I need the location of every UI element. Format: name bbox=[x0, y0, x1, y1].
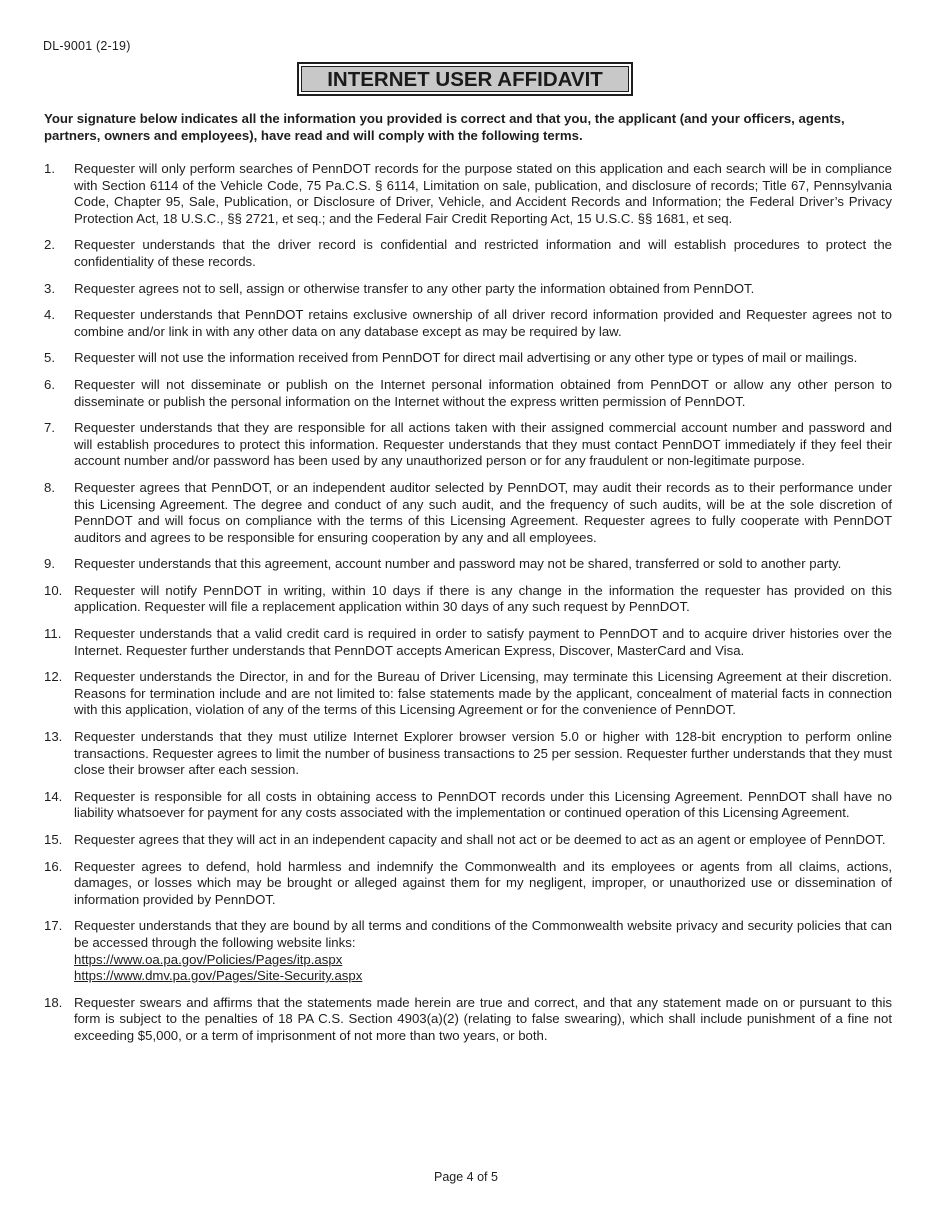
page-title: INTERNET USER AFFIDAVIT bbox=[301, 66, 629, 92]
term-text: Requester will notify PennDOT in writing, within 10 days if there is any change in the information the requester has provided on this application. Requester will file a replacement application within 30 days of any such request by PennDOT. bbox=[74, 582, 892, 615]
form-id: DL-9001 (2-19) bbox=[43, 39, 131, 53]
term-number: 3. bbox=[44, 280, 55, 296]
term-number: 10. bbox=[44, 582, 63, 598]
term-number: 12. bbox=[44, 669, 63, 685]
term-text: Requester understands that they must utilize Internet Explorer browser version 5.0 or higher with 128-bit encryption to perform online transactions. Requester agrees to limit the number of business transactions to 25 per session. Requester further understands that they must close their browser after each session. bbox=[74, 729, 892, 778]
term-item bbox=[40, 556, 916, 573]
term-number: 16. bbox=[44, 858, 63, 874]
term-text: Requester understands that the driver record is confidential and restricted information and will establish procedures to protect the confidentiality of these records. bbox=[74, 237, 892, 269]
term-number: 15. bbox=[44, 832, 63, 847]
term-item bbox=[40, 995, 916, 1045]
privacy-policy-link[interactable]: https://www.oa.pa.gov/Policies/Pages/itp.aspx bbox=[74, 951, 343, 967]
term-item bbox=[40, 626, 916, 659]
term-number: 2. bbox=[44, 237, 55, 253]
term-item bbox=[40, 307, 916, 340]
term-item bbox=[40, 420, 916, 470]
term-number: 1. bbox=[44, 161, 55, 176]
page-number: Page 4 of 5 bbox=[434, 1170, 498, 1184]
intro-statement: Your signature below indicates all the information you provided is correct and that you, the applicant (and your officers, agents, partners, owners and employees), have read and will comply with the following terms. bbox=[44, 111, 845, 143]
title-box bbox=[297, 62, 633, 96]
site-security-link[interactable]: https://www.dmv.pa.gov/Pages/Site-Security.aspx bbox=[74, 968, 363, 984]
term-text: Requester agrees that PennDOT, or an independent auditor selected by PennDOT, may audit their records as to their performance under this Licensing Agreement. The degree and conduct of any such audit, and the frequency of such audits, will be at the sole discretion of PennDOT and will focus on compliance with the terms of this Licensing Agreement. Requester agrees to fully cooperate with PennDOT auditors and agrees to be responsible for ensuring cooperation by any and all employees. bbox=[74, 479, 892, 545]
term-item bbox=[40, 480, 916, 546]
term-text: Requester will only perform searches of PennDOT records for the purpose stated on this application and each search will be in compliance with Section 6114 of the Vehicle Code, 75 Pa.C.S. § 6114, Limitation on sale, publication, and disclosure of records; Title 67, Pennsylvania Code, Chapter 95, Sale, Publication, or Disclosure of Driver, Vehicle, and Accident Records and Information; the Federal Driver’s Privacy Protection Act, 18 U.S.C., §§ 2721, et seq.; and the Federal Fair Credit Reporting Act, 15 U.S.C. §§ 1681, et seq. bbox=[74, 161, 892, 226]
term-item bbox=[40, 789, 916, 822]
term-item bbox=[40, 859, 916, 909]
term-text: Requester swears and affirms that the statements made herein are true and correct, and that any statement made on or pursuant to this form is subject to the penalties of 18 PA C.S. Section 4903(a)(2) (relating to false swearing), which shall include punishment of a fine not exceeding $5,000, or a term of imprisonment of not more than two years, or both. bbox=[74, 994, 892, 1043]
term-text: Requester agrees to defend, hold harmless and indemnify the Commonwealth and its employees or agents from all claims, actions, damages, or losses which may be brought or alleged against them for my negligent, improper, or unauthorized use or dissemination of information provided by PennDOT. bbox=[74, 858, 892, 907]
term-text: Requester understands that they are responsible for all actions taken with their assigned commercial account number and password and will establish procedures to protect this information. Requester understands that they must contact PennDOT immediately if they feel their account number and/or password has been used by any unauthorized person or for any fraudulent or non-legitimate purpose. bbox=[74, 420, 892, 469]
term-item bbox=[40, 729, 916, 779]
term-text: Requester understands that PennDOT retains exclusive ownership of all driver record information provided and Requester agrees not to combine and/or link in with any other data on any database except as may be required by law. bbox=[74, 307, 892, 339]
term-text: Requester understands that they are bound by all terms and conditions of the Commonwealth website privacy and security policies that can be accessed through the following website links: bbox=[74, 918, 892, 950]
term-item bbox=[40, 669, 916, 719]
term-item bbox=[40, 583, 916, 616]
term-number: 6. bbox=[44, 376, 55, 392]
term-item bbox=[40, 832, 916, 849]
term-number: 4. bbox=[44, 307, 55, 323]
term-item bbox=[40, 918, 916, 984]
term-item bbox=[40, 237, 916, 270]
term-number: 14. bbox=[44, 788, 63, 804]
term-number: 5. bbox=[44, 350, 55, 366]
terms-list bbox=[40, 161, 916, 1055]
term-text: Requester will not use the information received from PennDOT for direct mail advertising or any other type or types of mail or mailings. bbox=[74, 350, 858, 366]
term-text: Requester agrees that they will act in an independent capacity and shall not act or be deemed to act as an agent or employee of PennDOT. bbox=[74, 832, 886, 847]
term-text: Requester understands the Director, in and for the Bureau of Driver Licensing, may terminate this Licensing Agreement at their discretion. Reasons for termination include and are not limited to: false statements made by the applicant, concealment of material facts in connection with this application, violation of any of the terms of this Licensing Agreement or for the convenience of PennDOT. bbox=[74, 669, 892, 718]
term-text: Requester understands that this agreement, account number and password may not be shared, transferred or sold to another party. bbox=[74, 556, 842, 572]
term-number: 9. bbox=[44, 556, 55, 572]
term-item bbox=[40, 161, 916, 227]
term-number: 13. bbox=[44, 729, 63, 745]
term-number: 11. bbox=[44, 626, 62, 642]
term-item bbox=[40, 281, 916, 298]
term-text: Requester understands that a valid credit card is required in order to satisfy payment to PennDOT and to acquire driver histories over the Internet. Requester further understands that PennDOT accepts American Express, Discover, MasterCard and Visa. bbox=[74, 626, 892, 658]
term-number: 17. bbox=[44, 918, 63, 934]
term-item bbox=[40, 350, 916, 367]
term-item bbox=[40, 377, 916, 410]
term-number: 8. bbox=[44, 479, 55, 495]
term-number: 18. bbox=[44, 994, 63, 1010]
term-number: 7. bbox=[44, 420, 55, 436]
term-text: Requester will not disseminate or publish on the Internet personal information obtained from PennDOT or allow any other person to disseminate or publish the personal information on the Internet without the express written permission of PennDOT. bbox=[74, 376, 892, 409]
term-text: Requester is responsible for all costs in obtaining access to PennDOT records under this Licensing Agreement. PennDOT shall have no liability whatsoever for payment for any costs associated with the implementation or continued operation of this Licensing Agreement. bbox=[74, 788, 892, 821]
term-text: Requester agrees not to sell, assign or otherwise transfer to any other party the information obtained from PennDOT. bbox=[74, 280, 755, 296]
